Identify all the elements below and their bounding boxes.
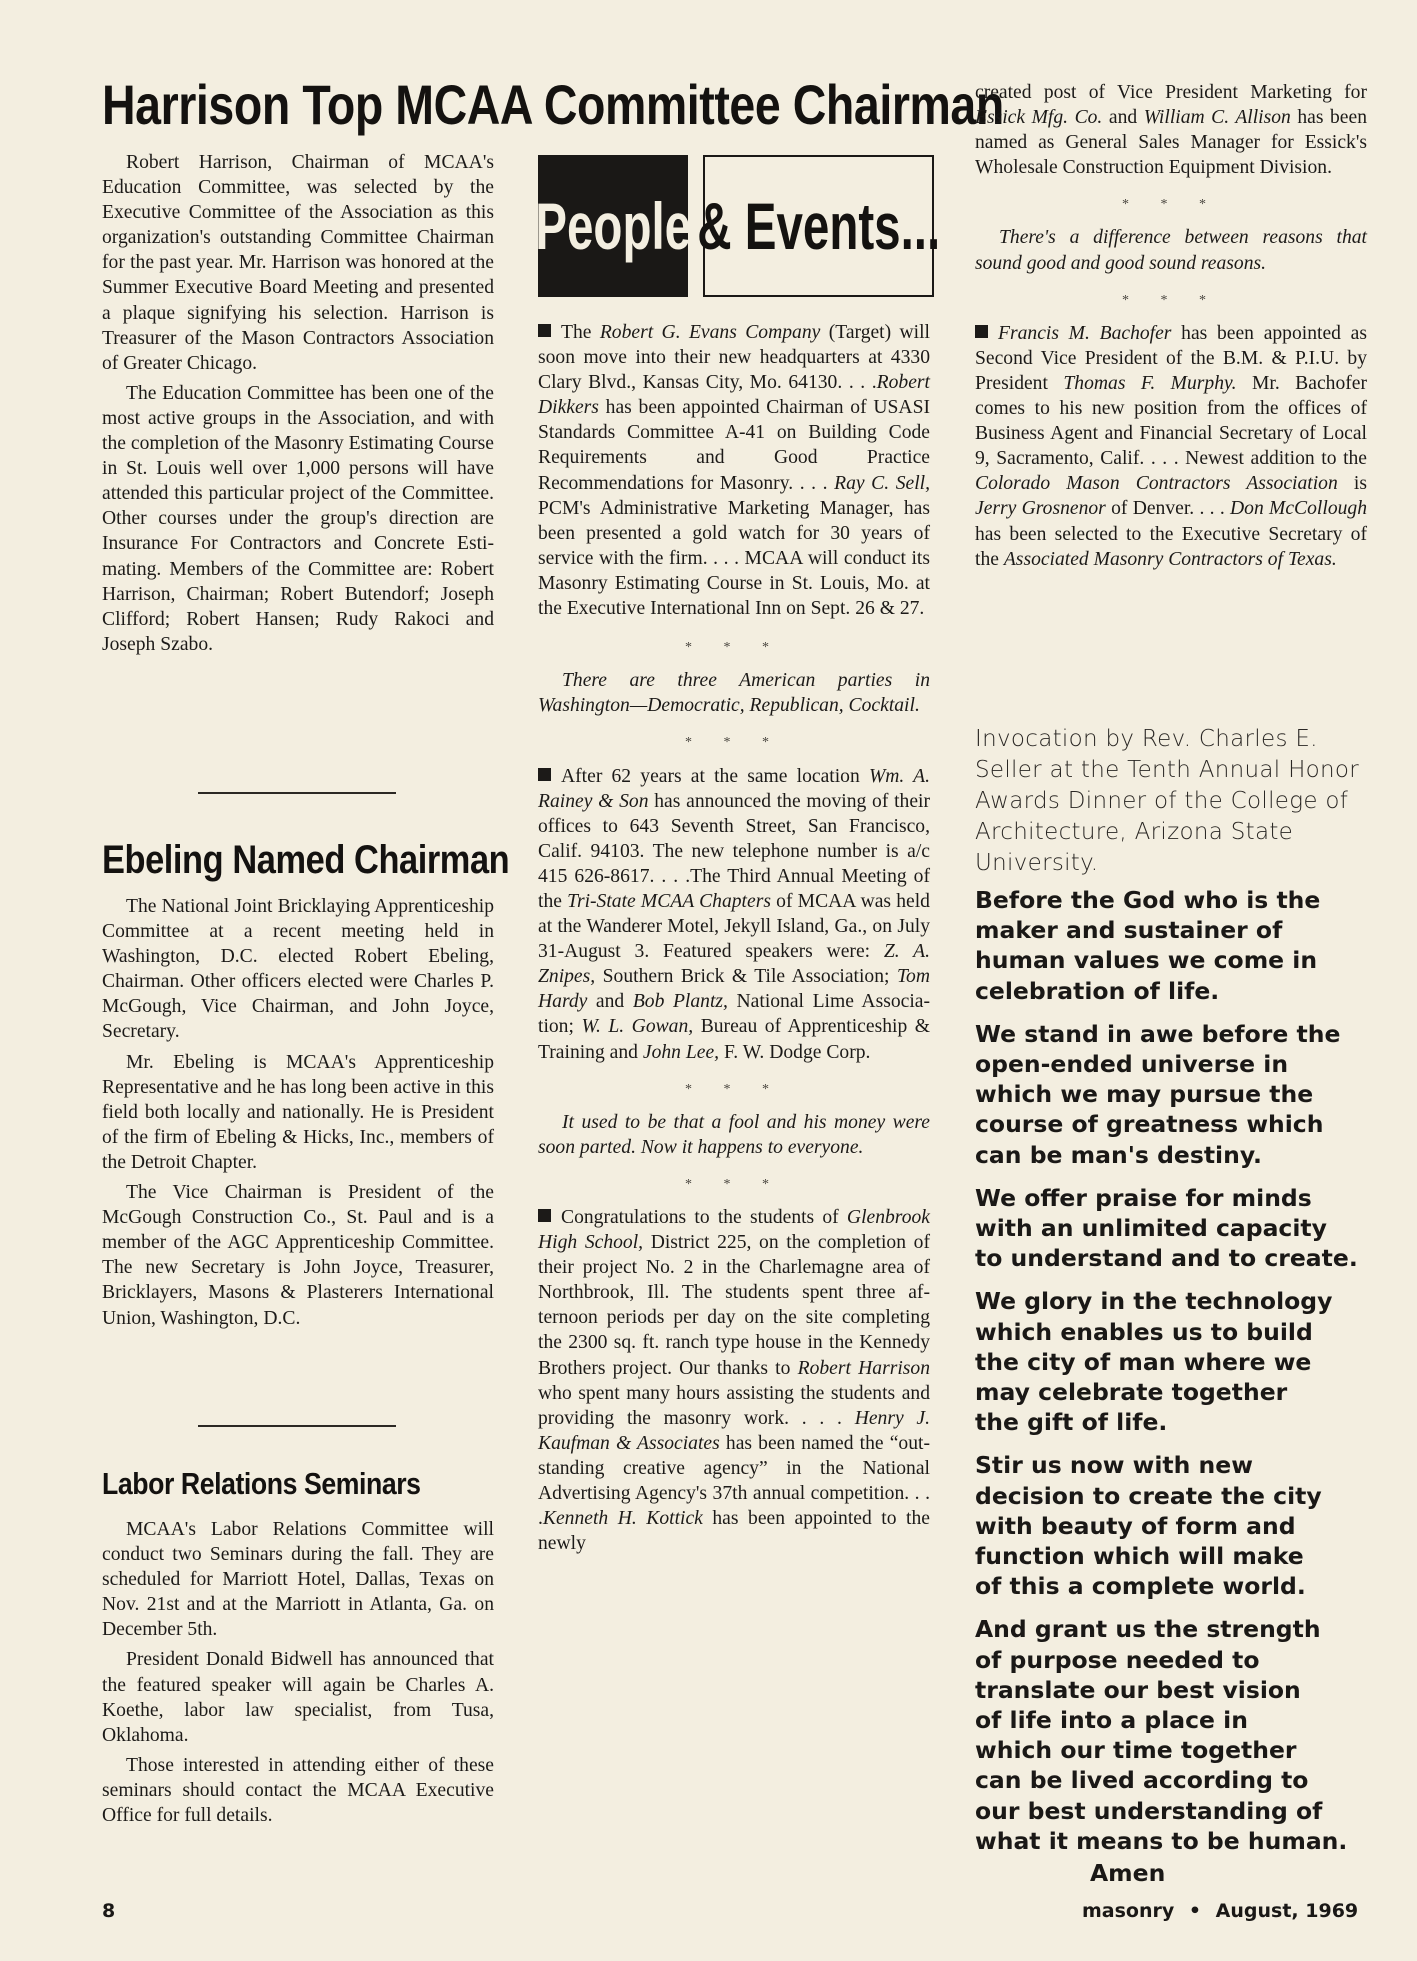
ebeling-article bbox=[102, 894, 494, 1331]
news-item: The Robert G. Evans Company (Target) will soon move into their new headquarters at 4330 Clary Blvd., Kansas City, Mo. 64130. . . .Robert Dikkers has been appointed Chairman of USASI Standards Committee A-41 on Building Code Requirements and Good Practice Recommendations for Masonry. . . . Ray C. Sell, PCM's Administrative Marketing Manager, has been presented a gold watch for 30 years of service with the firm. . . . MCAA will conduct its Masonry Estimating Course in St. Louis, Mo. at the Executive International Inn on Sept. 26 & 27. bbox=[538, 322, 931, 620]
prayer-stanza: And grant us the strength of purpose needed to translate our best vision of life into a place in which our time together can be lived according to our best understanding of what it means to be human. bbox=[975, 1615, 1348, 1855]
page-number: 8 bbox=[102, 1900, 116, 1922]
separator-stars: * * * bbox=[685, 735, 783, 751]
labor-article bbox=[102, 1517, 494, 1828]
harrison-paragraph-1: Robert Harrison, Chairman of MCAA's Education Committee, was selected by the Executive Committee of the Association as this organization's outstanding Committee Chairman for the past year. Mr. Harrison was honored at the Summer Executive Board Meeting and presented a plaque signifying his selection. Harrison is Treasurer of the Mason Contractors Association of Greater Chicago. bbox=[102, 152, 494, 374]
harrison-paragraph-2: The Education Committee has been one of the most active groups in the Association, and with the completion of the Masonry Estimating Course in St. Louis well over 1,000 persons will have attended this particular project of the Committee. Other courses under the group's direction are Insurance For Contractors and Concrete Estimating. Members of the Committee are: Robert Harrison, Chairman; Robert Butendorf; Joseph Clifford; Robert Hansen; Rudy Rakoci and Joseph Szabo. bbox=[102, 382, 494, 655]
amen: Amen bbox=[1090, 1859, 1166, 1888]
harrison-article bbox=[102, 150, 494, 657]
ebeling-headline: Ebeling Named Chairman bbox=[102, 838, 510, 882]
divider bbox=[198, 792, 396, 794]
divider bbox=[198, 1425, 396, 1427]
bullet-square-icon bbox=[538, 324, 551, 337]
people-title: People bbox=[535, 189, 691, 263]
quote: There are three American parties in Washington—Democratic, Republican, Cocktail. bbox=[538, 670, 930, 717]
prayer-stanza: Stir us now with new decision to create the city with beauty of form and function which will make of this a complete world. bbox=[975, 1451, 1322, 1601]
separator-stars: * * * bbox=[1122, 197, 1220, 213]
right-column-news bbox=[975, 80, 1367, 572]
news-item: Francis M. Bachofer has been appointed as Second Vice President of the B.M. & P.I.U. by President Thomas F. Murphy. Mr. Bachofer comes to his new position from the offices of Business Agent and Financial Secretary of Local 9, Sacramento, Calif. . . . Newest addition to the Colorado Mason Contractors Association is Jerry Grosnenor of Denver. . . . Don McCollough has been selected to the Executive Secretary of the Associated Masonry Contractors of Texas. bbox=[975, 322, 1368, 570]
separator-stars: * * * bbox=[685, 1081, 783, 1097]
events-title-block bbox=[697, 155, 940, 297]
prayer-stanza: We glory in the technology which enables us to build the city of man where we may celebrate together the gift of life. bbox=[975, 1287, 1333, 1437]
quote: It used to be that a fool and his money were soon parted. Now it happens to everyone. bbox=[538, 1111, 930, 1158]
continued-item: created post of Vice President Marketing for Essick Mfg. Co. and William C. Allison has been named as General Sales Manager for Essick's Wholesale Construction Equipment Division. bbox=[975, 82, 1368, 179]
footer-bullet: • bbox=[1188, 1900, 1202, 1922]
labor-headline: Labor Relations Seminars bbox=[102, 1466, 421, 1501]
main-headline: Harrison Top MCAA Committee Chairman bbox=[102, 73, 1004, 136]
bullet-square-icon bbox=[538, 1209, 551, 1222]
publication-name: masonry bbox=[1082, 1900, 1175, 1922]
people-events-column bbox=[538, 320, 930, 1556]
separator-stars: * * * bbox=[685, 1176, 783, 1192]
ebeling-paragraph-1: The National Joint Bricklaying Apprenticeship Committee at a recent meeting held in Washington, D.C. elected Robert Ebeling, Chairman. Other officers elected were Charles P. McGough, Vice Chairman, and John Joyce, Secretary. bbox=[102, 896, 494, 1043]
events-title: & Events... bbox=[697, 189, 940, 263]
labor-paragraph-1: MCAA's Labor Relations Committee will conduct two Seminars during the fall. They are scheduled for Marriott Hotel, Dallas, Texas on Nov. 21st and at the Marriott in Atlanta, Ga. on December 5th. bbox=[102, 1519, 494, 1641]
news-item: Congratulations to the students of Glenbrook High School, District 225, on the completion of their project No. 2 in the Charlemagne area of Northbrook, Ill. The students spent three afternoon periods per day on the site completing the 2300 sq. ft. ranch type house in the Kennedy Brothers project. Our thanks to Robert Harrison who spent many hours assisting the students and providing the masonry work. . . . Henry J. Kaufman & Associates has been named the “outstanding creative agency” in the National Advertising Agency's 37th annual competition. . . .Kenneth H. Kottick has been appointed to the newly bbox=[538, 1207, 930, 1555]
prayer-stanza: Before the God who is the maker and sustainer of human values we come in celebration of life. bbox=[975, 886, 1321, 1005]
bullet-square-icon bbox=[538, 768, 551, 781]
prayer-stanza: We offer praise for minds with an unlimited capacity to understand and to create. bbox=[975, 1183, 1358, 1273]
labor-paragraph-3: Those interested in attending either of these seminars should contact the MCAA Executive Office for full details. bbox=[102, 1754, 494, 1827]
bullet-square-icon bbox=[975, 325, 988, 338]
invocation-intro: Invocation by Rev. Charles E. Seller at the Tenth Annual Honor Awards Dinner of the College of Architecture, Arizona State University. bbox=[975, 726, 1360, 876]
people-events-banner bbox=[535, 155, 940, 297]
page-footer bbox=[1082, 1900, 1358, 1922]
quote: There's a difference between reasons that sound good and good sound reasons. bbox=[975, 227, 1367, 274]
labor-paragraph-2: President Donald Bidwell has announced that the featured speaker will again be Charles A. Koethe, labor law specialist, from Tusa, Oklahoma. bbox=[102, 1649, 494, 1746]
invocation-prayer bbox=[975, 885, 1375, 1888]
people-title-block bbox=[535, 155, 691, 297]
separator-stars: * * * bbox=[685, 640, 783, 656]
ebeling-paragraph-3: The Vice Chairman is President of the McGough Construction Co., St. Paul and is a member of the AGC Apprenticeship Committee. The new Secretary is John Joyce, Treasurer, Bricklayers, Masons & Plasterers International Union, Washington, D.C. bbox=[102, 1182, 494, 1329]
ebeling-paragraph-2: Mr. Ebeling is MCAA's Apprenticeship Representative and he has long been active in this field both locally and nationally. He is President of the firm of Ebeling & Hicks, Inc., members of the Detroit Chapter. bbox=[102, 1051, 494, 1173]
issue-date: August, 1969 bbox=[1215, 1900, 1359, 1922]
prayer-stanza: We stand in awe before the open-ended universe in which we may pursue the course of greatness which can be man's destiny. bbox=[975, 1019, 1341, 1169]
news-item: After 62 years at the same location Wm. A. Rainey & Son has announced the moving of their offices to 643 Seventh Street, San Francisco, Calif. 94103. The new telephone number is a/c 415 626-8617. . . .The Third Annual Meeting of the Tri-State MCAA Chapters of MCAA was held at the Wanderer Motel, Jekyll Island, Ga., on July 31-August 3. Featured speakers were: Z. A. Znipes, Southern Brick & Tile Association; Tom Hardy and Bob Plantz, National Lime Association; W. L. Gowan, Bureau of Apprenticeship & Training and John Lee, F. W. Dodge Corp. bbox=[538, 765, 930, 1063]
separator-stars: * * * bbox=[1122, 292, 1220, 308]
